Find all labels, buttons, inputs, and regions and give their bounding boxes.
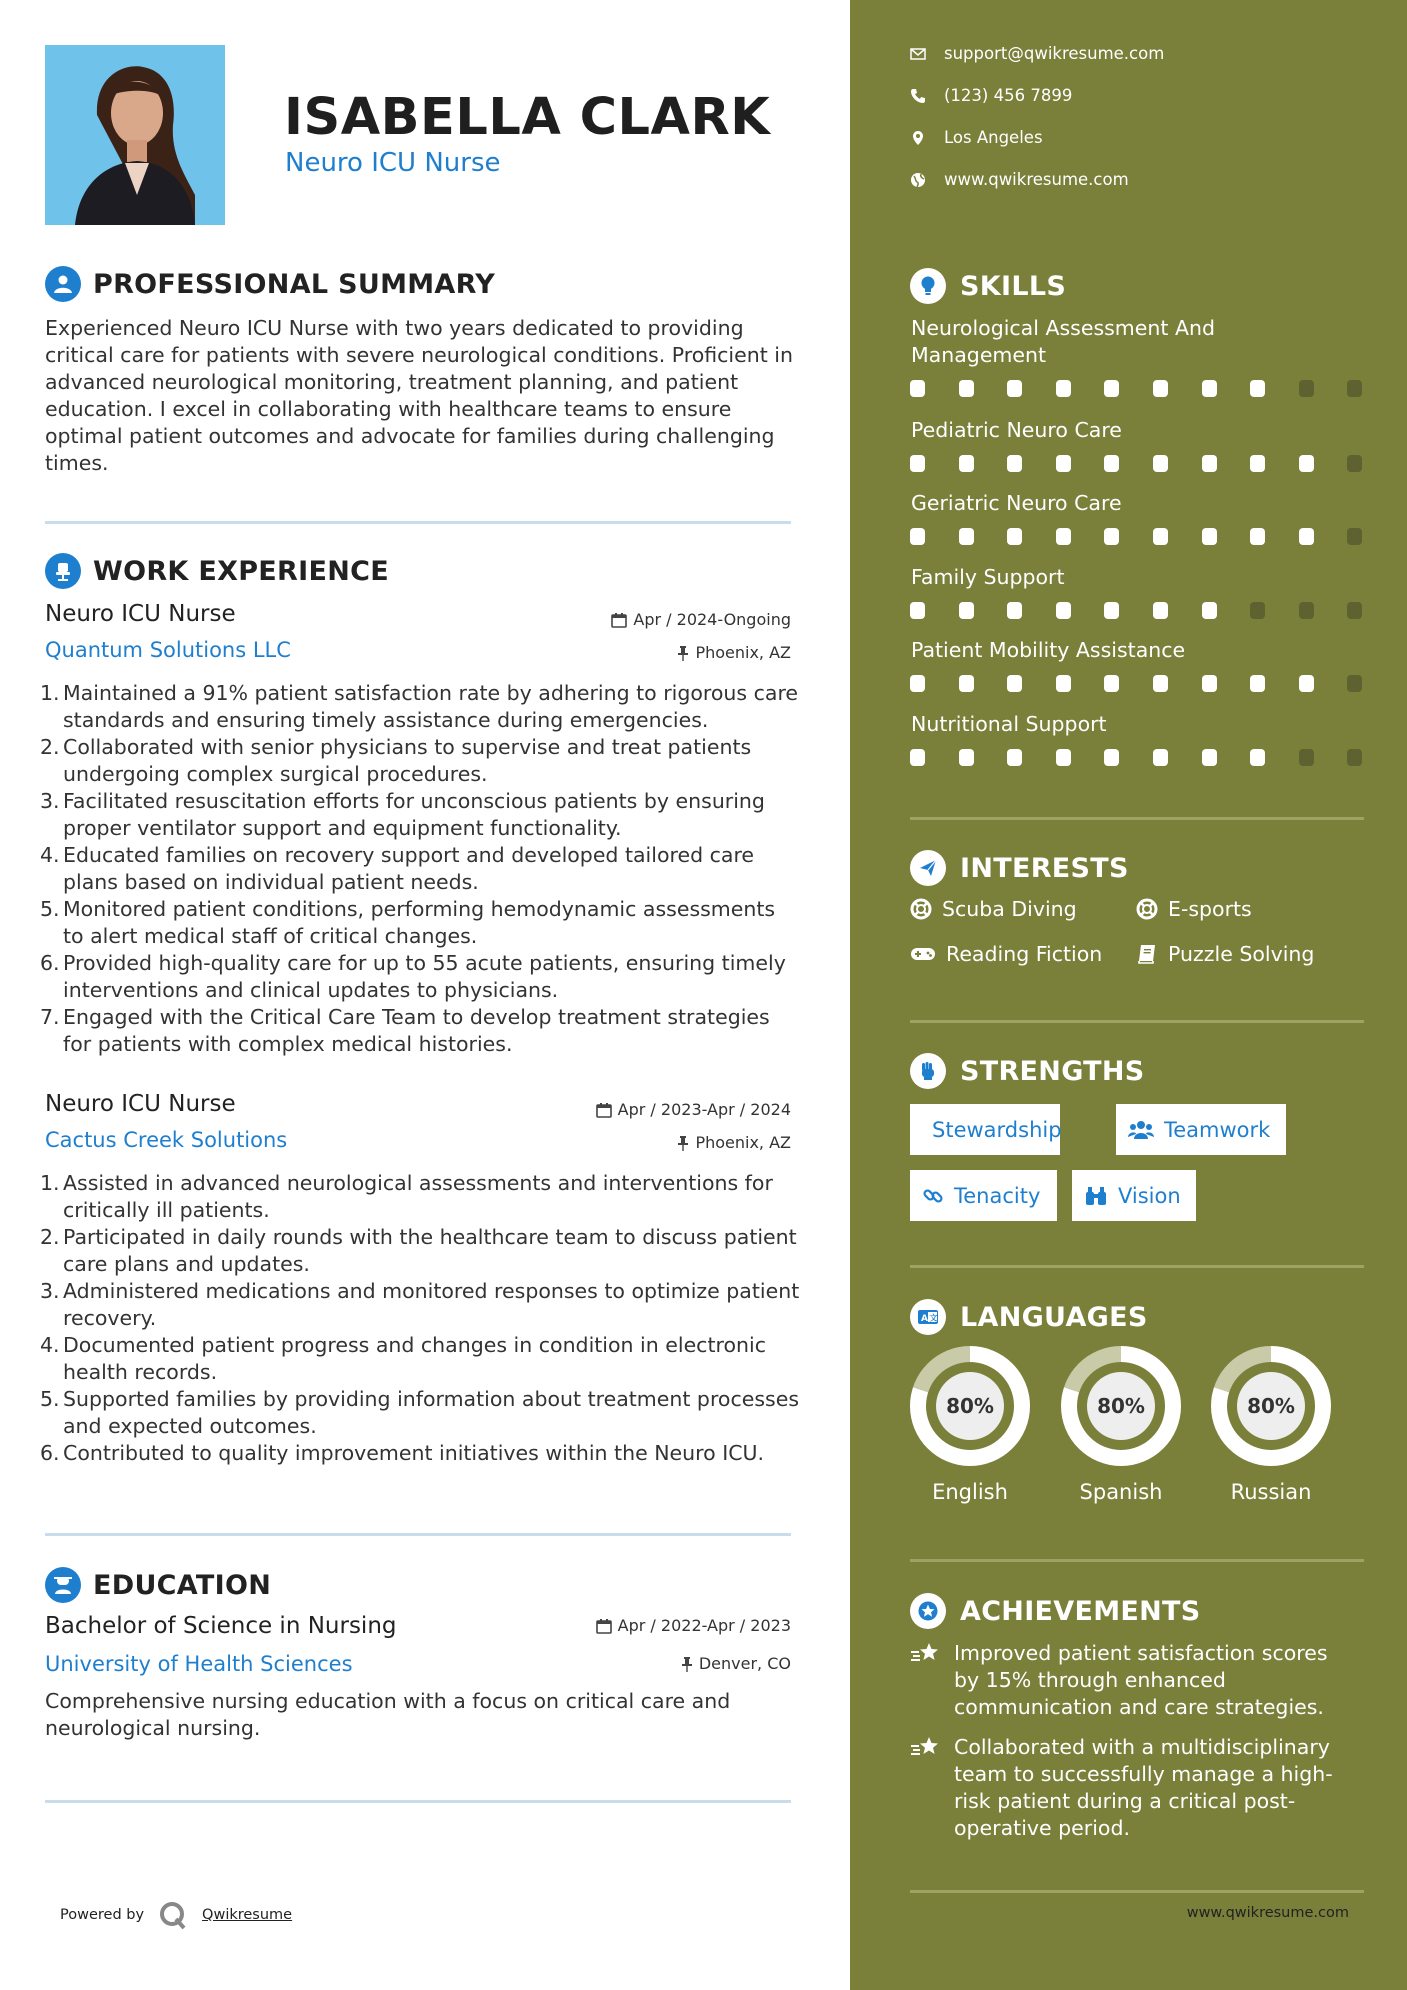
education-heading bbox=[45, 1567, 271, 1603]
rating-dot-filled bbox=[1153, 602, 1168, 619]
bullet-item bbox=[40, 1386, 800, 1440]
sidebar-divider bbox=[910, 1020, 1364, 1023]
rating-dot-filled bbox=[1056, 528, 1071, 545]
contact-location bbox=[910, 128, 1043, 147]
powered-by-label: Powered by bbox=[60, 1907, 145, 1923]
language-ring bbox=[1211, 1346, 1331, 1466]
rating-dot-filled bbox=[1056, 749, 1071, 766]
envelope-icon bbox=[910, 47, 926, 61]
strength-label: Vision bbox=[1118, 1183, 1181, 1208]
svg-text:A: A bbox=[921, 1314, 928, 1324]
link-icon bbox=[922, 1185, 944, 1207]
rating-dot-filled bbox=[1250, 455, 1265, 472]
rating-dot-filled bbox=[1153, 749, 1168, 766]
rating-dot-empty bbox=[1347, 749, 1362, 766]
bullet-item bbox=[40, 734, 800, 788]
bullet-text: Facilitated resuscitation efforts for unconscious patients by ensuring proper ventilator support and equipment functionality. bbox=[63, 789, 765, 840]
strength-chip bbox=[910, 1170, 1057, 1221]
interest-label: Reading Fiction bbox=[946, 942, 1103, 966]
rating-dot-empty bbox=[1347, 602, 1362, 619]
rating-dot-filled bbox=[1153, 675, 1168, 692]
language-percent: 80% bbox=[1087, 1372, 1155, 1440]
bullet-number: 1. bbox=[40, 681, 60, 705]
bullet-item bbox=[40, 896, 800, 950]
powered-by bbox=[60, 1900, 292, 1930]
footer-site-link[interactable]: www.qwikresume.com bbox=[1186, 1905, 1349, 1921]
rating-dot-filled bbox=[959, 528, 974, 545]
skill-name: Patient Mobility Assistance bbox=[911, 638, 1186, 662]
bullet-number: 3. bbox=[40, 789, 60, 813]
rating-dot-empty bbox=[1299, 380, 1314, 397]
languages-title: LANGUAGES bbox=[960, 1301, 1148, 1333]
job-company: Quantum Solutions LLC bbox=[45, 638, 291, 662]
rating-dot-filled bbox=[959, 455, 974, 472]
bullet-number: 6. bbox=[40, 951, 60, 975]
rating-dot-filled bbox=[1250, 528, 1265, 545]
job-bullets bbox=[40, 680, 800, 1058]
experience-heading bbox=[45, 553, 389, 589]
section-divider bbox=[45, 1533, 791, 1536]
rating-dot-filled bbox=[1299, 455, 1314, 472]
rating-dot-empty bbox=[1347, 675, 1362, 692]
rating-dot-filled bbox=[1056, 675, 1071, 692]
summary-heading bbox=[45, 266, 495, 302]
education-location bbox=[681, 1654, 791, 1673]
language-ring bbox=[910, 1346, 1030, 1466]
paper-plane-icon bbox=[910, 850, 946, 886]
interests-heading bbox=[910, 850, 1129, 886]
job-location-text: Phoenix, AZ bbox=[695, 643, 791, 662]
strength-chip bbox=[1116, 1104, 1286, 1155]
achievement-item bbox=[910, 1734, 1354, 1842]
rating-dot-filled bbox=[1153, 455, 1168, 472]
bullet-text: Documented patient progress and changes in condition in electronic health records. bbox=[63, 1333, 766, 1384]
skill-rating bbox=[910, 749, 1396, 766]
rating-dot-filled bbox=[1104, 455, 1119, 472]
rating-dot-filled bbox=[1250, 380, 1265, 397]
bullet-text: Monitored patient conditions, performing hemodynamic assessments to alert medical staff of critical changes. bbox=[63, 897, 776, 948]
map-pin-icon bbox=[910, 130, 926, 146]
education-dates bbox=[596, 1616, 791, 1635]
candidate-role: Neuro ICU Nurse bbox=[285, 148, 501, 178]
user-icon bbox=[45, 266, 81, 302]
rating-dot-filled bbox=[1250, 749, 1265, 766]
skill-rating bbox=[910, 602, 1396, 619]
skills-heading bbox=[910, 268, 1066, 304]
graduate-icon bbox=[45, 1567, 81, 1603]
gamepad-icon bbox=[910, 945, 936, 963]
bullet-item bbox=[40, 680, 800, 734]
bullet-number: 4. bbox=[40, 1333, 60, 1357]
rating-dot-filled bbox=[1202, 380, 1217, 397]
language-ring bbox=[1061, 1346, 1181, 1466]
summary-text: Experienced Neuro ICU Nurse with two years dedicated to providing critical care for patients with severe neurological conditions. Proficient in advanced neurological monitoring, treatment planning, and patient education. I excel in collaborating with healthcare teams to ensure optimal patient outcomes and advocate for families during challenging times. bbox=[45, 316, 793, 475]
achievement-item bbox=[910, 1640, 1354, 1721]
bullet-number: 4. bbox=[40, 843, 60, 867]
rating-dot-empty bbox=[1299, 602, 1314, 619]
rating-dot-filled bbox=[1202, 455, 1217, 472]
strength-chip bbox=[910, 1104, 1060, 1155]
rating-dot-filled bbox=[1056, 602, 1071, 619]
rating-dot-filled bbox=[1202, 528, 1217, 545]
strength-chip bbox=[1072, 1170, 1196, 1221]
candidate-name: ISABELLA CLARK bbox=[284, 88, 771, 147]
bullet-text: Engaged with the Critical Care Team to develop treatment strategies for patients with complex medical histories. bbox=[63, 1005, 770, 1056]
powered-by-brand-link[interactable]: Qwikresume bbox=[202, 1907, 293, 1923]
bullet-text: Collaborated with senior physicians to supervise and treat patients undergoing complex surgical procedures. bbox=[63, 735, 752, 786]
rating-dot-filled bbox=[1007, 749, 1022, 766]
rating-dot-filled bbox=[1153, 380, 1168, 397]
bullet-item bbox=[40, 1004, 800, 1058]
rating-dot-filled bbox=[1104, 749, 1119, 766]
interests-title: INTERESTS bbox=[960, 852, 1129, 884]
interest-item bbox=[910, 942, 1102, 966]
bullet-text: Contributed to quality improvement initiatives within the Neuro ICU. bbox=[63, 1441, 765, 1465]
rating-dot-filled bbox=[1104, 675, 1119, 692]
translate-icon bbox=[910, 1299, 946, 1335]
section-divider bbox=[45, 1800, 791, 1803]
skill-name: Pediatric Neuro Care bbox=[911, 418, 1122, 442]
job-location bbox=[677, 1133, 791, 1152]
calendar-icon bbox=[596, 1618, 612, 1634]
rating-dot-filled bbox=[910, 528, 925, 545]
rating-dot-filled bbox=[1007, 602, 1022, 619]
rating-dot-empty bbox=[1347, 528, 1362, 545]
bullet-item bbox=[40, 950, 800, 1004]
skill-rating bbox=[910, 528, 1396, 545]
calendar-icon bbox=[596, 1102, 612, 1118]
phone-icon bbox=[910, 88, 926, 104]
contact-email-text: support@qwikresume.com bbox=[944, 44, 1165, 63]
star-badge-icon bbox=[910, 1593, 946, 1629]
qwikresume-logo-icon bbox=[158, 1900, 188, 1930]
rating-dot-filled bbox=[1202, 675, 1217, 692]
contact-website[interactable] bbox=[910, 170, 1129, 189]
rating-dot-filled bbox=[1104, 602, 1119, 619]
achievements-heading bbox=[910, 1593, 1201, 1629]
bullet-text: Assisted in advanced neurological assessments and interventions for critically ill patients. bbox=[63, 1171, 773, 1222]
bullet-item bbox=[40, 1332, 800, 1386]
job-dates bbox=[596, 1100, 791, 1119]
skill-name: Neurological Assessment And Management bbox=[911, 316, 1215, 367]
interest-item bbox=[1136, 897, 1252, 921]
life-ring-icon bbox=[1136, 898, 1158, 920]
skill-name: Geriatric Neuro Care bbox=[911, 491, 1122, 515]
shooting-star-icon bbox=[910, 1734, 942, 1762]
calendar-icon bbox=[611, 612, 627, 628]
rating-dot-empty bbox=[1347, 455, 1362, 472]
bullet-number: 5. bbox=[40, 1387, 60, 1411]
skill-rating bbox=[910, 675, 1396, 692]
language-percent: 80% bbox=[1237, 1372, 1305, 1440]
rating-dot-filled bbox=[959, 602, 974, 619]
job-title: Neuro ICU Nurse bbox=[45, 601, 236, 627]
strength-label: Teamwork bbox=[1164, 1117, 1271, 1142]
achievement-text: Collaborated with a multidisciplinary team to successfully manage a high-risk patient during a critical post-operative period. bbox=[954, 1735, 1333, 1840]
rating-dot-filled bbox=[959, 749, 974, 766]
bullet-number: 3. bbox=[40, 1279, 60, 1303]
contact-phone-text: (123) 456 7899 bbox=[944, 86, 1073, 105]
rating-dot-filled bbox=[1299, 528, 1314, 545]
rating-dot-filled bbox=[1153, 528, 1168, 545]
interest-label: Puzzle Solving bbox=[1168, 942, 1315, 966]
rating-dot-filled bbox=[1104, 380, 1119, 397]
education-location-text: Denver, CO bbox=[698, 1654, 791, 1673]
binoculars-icon bbox=[1084, 1186, 1108, 1206]
contact-location-text: Los Angeles bbox=[944, 128, 1043, 147]
pin-icon bbox=[677, 1135, 689, 1151]
contact-website-text: www.qwikresume.com bbox=[944, 170, 1129, 189]
rating-dot-filled bbox=[910, 380, 925, 397]
bullet-text: Educated families on recovery support and developed tailored care plans based on individual patient needs. bbox=[63, 843, 755, 894]
rating-dot-filled bbox=[1007, 380, 1022, 397]
education-dates-text: Apr / 2022-Apr / 2023 bbox=[617, 1616, 791, 1635]
rating-dot-filled bbox=[1007, 455, 1022, 472]
bullet-text: Participated in daily rounds with the healthcare team to discuss patient care plans and updates. bbox=[63, 1225, 797, 1276]
language-name: Spanish bbox=[1079, 1480, 1163, 1504]
language-percent: 80% bbox=[936, 1372, 1004, 1440]
bullet-item bbox=[40, 842, 800, 896]
rating-dot-filled bbox=[1056, 380, 1071, 397]
interest-item bbox=[910, 897, 1077, 921]
sidebar-divider bbox=[910, 1890, 1364, 1893]
book-icon bbox=[1136, 943, 1158, 965]
sidebar-divider bbox=[910, 1265, 1364, 1268]
bullet-number: 2. bbox=[40, 735, 60, 759]
degree-title: Bachelor of Science in Nursing bbox=[45, 1613, 397, 1639]
achievements-title: ACHIEVEMENTS bbox=[960, 1595, 1201, 1627]
rating-dot-filled bbox=[910, 675, 925, 692]
globe-icon bbox=[910, 172, 926, 188]
achievement-text: Improved patient satisfaction scores by 15% through enhanced communication and care strategies. bbox=[954, 1641, 1328, 1719]
bullet-number: 7. bbox=[40, 1005, 60, 1029]
bullet-number: 6. bbox=[40, 1441, 60, 1465]
skill-name: Family Support bbox=[911, 565, 1065, 589]
job-title: Neuro ICU Nurse bbox=[45, 1091, 236, 1117]
life-ring-icon bbox=[910, 898, 932, 920]
education-title: EDUCATION bbox=[93, 1569, 272, 1601]
chair-icon bbox=[45, 553, 81, 589]
rating-dot-filled bbox=[1299, 675, 1314, 692]
lightbulb-icon bbox=[910, 268, 946, 304]
strengths-title: STRENGTHS bbox=[960, 1055, 1145, 1087]
rating-dot-filled bbox=[1007, 675, 1022, 692]
rating-dot-filled bbox=[959, 675, 974, 692]
interest-label: Scuba Diving bbox=[942, 897, 1077, 921]
school-name: University of Health Sciences bbox=[45, 1652, 353, 1676]
users-icon bbox=[1128, 1120, 1154, 1140]
job-location bbox=[677, 643, 791, 662]
skill-rating bbox=[910, 455, 1396, 472]
sidebar-divider bbox=[910, 817, 1364, 820]
svg-text:文: 文 bbox=[929, 1313, 938, 1323]
bullet-number: 2. bbox=[40, 1225, 60, 1249]
rating-dot-filled bbox=[1104, 528, 1119, 545]
skill-name: Nutritional Support bbox=[911, 712, 1107, 736]
rating-dot-filled bbox=[1250, 675, 1265, 692]
pin-icon bbox=[681, 1656, 693, 1672]
language-name: English bbox=[932, 1480, 1008, 1504]
profile-photo bbox=[45, 45, 225, 225]
rating-dot-filled bbox=[910, 749, 925, 766]
experience-title: WORK EXPERIENCE bbox=[93, 555, 389, 587]
rating-dot-filled bbox=[910, 455, 925, 472]
bullet-item bbox=[40, 1224, 800, 1278]
sidebar-divider bbox=[910, 1559, 1364, 1562]
bullet-text: Maintained a 91% patient satisfaction rate by adhering to rigorous care standards and ensuring timely assistance during emergencies. bbox=[63, 681, 799, 732]
bullet-item bbox=[40, 1278, 800, 1332]
skill-rating bbox=[910, 380, 1396, 397]
languages-heading bbox=[910, 1299, 1148, 1335]
rating-dot-filled bbox=[1007, 528, 1022, 545]
fist-icon bbox=[910, 1053, 946, 1089]
education-text: Comprehensive nursing education with a focus on critical care and neurological nursing. bbox=[45, 1689, 731, 1740]
job-bullets bbox=[40, 1170, 800, 1467]
rating-dot-filled bbox=[1202, 602, 1217, 619]
rating-dot-filled bbox=[1056, 455, 1071, 472]
rating-dot-empty bbox=[1250, 602, 1265, 619]
language-name: Russian bbox=[1230, 1480, 1312, 1504]
section-divider bbox=[45, 521, 791, 524]
rating-dot-empty bbox=[1347, 380, 1362, 397]
rating-dot-empty bbox=[1299, 749, 1314, 766]
strength-label: Tenacity bbox=[954, 1183, 1041, 1208]
bullet-item bbox=[40, 788, 800, 842]
job-dates bbox=[611, 610, 791, 629]
job-company: Cactus Creek Solutions bbox=[45, 1128, 288, 1152]
interest-item bbox=[1136, 942, 1314, 966]
skills-title: SKILLS bbox=[960, 270, 1067, 302]
rating-dot-filled bbox=[910, 602, 925, 619]
pin-icon bbox=[677, 645, 689, 661]
rating-dot-filled bbox=[1202, 749, 1217, 766]
shooting-star-icon bbox=[910, 1640, 942, 1668]
strength-label: Stewardship bbox=[932, 1117, 1062, 1142]
rating-dot-filled bbox=[959, 380, 974, 397]
bullet-text: Supported families by providing information about treatment processes and expected outcomes. bbox=[63, 1387, 799, 1438]
contact-email[interactable] bbox=[910, 44, 1164, 63]
bullet-item bbox=[40, 1170, 800, 1224]
bullet-text: Administered medications and monitored responses to optimize patient recovery. bbox=[63, 1279, 800, 1330]
job-dates-text: Apr / 2024-Ongoing bbox=[633, 610, 791, 629]
interest-label: E-sports bbox=[1168, 897, 1252, 921]
contact-phone[interactable] bbox=[910, 86, 1072, 105]
summary-title: PROFESSIONAL SUMMARY bbox=[93, 268, 496, 300]
bullet-number: 1. bbox=[40, 1171, 60, 1195]
job-location-text: Phoenix, AZ bbox=[695, 1133, 791, 1152]
bullet-text: Provided high-quality care for up to 55 acute patients, ensuring timely interventions and clinical updates to physicians. bbox=[63, 951, 786, 1002]
bullet-item bbox=[40, 1440, 800, 1467]
strengths-heading bbox=[910, 1053, 1145, 1089]
bullet-number: 5. bbox=[40, 897, 60, 921]
job-dates-text: Apr / 2023-Apr / 2024 bbox=[617, 1100, 791, 1119]
